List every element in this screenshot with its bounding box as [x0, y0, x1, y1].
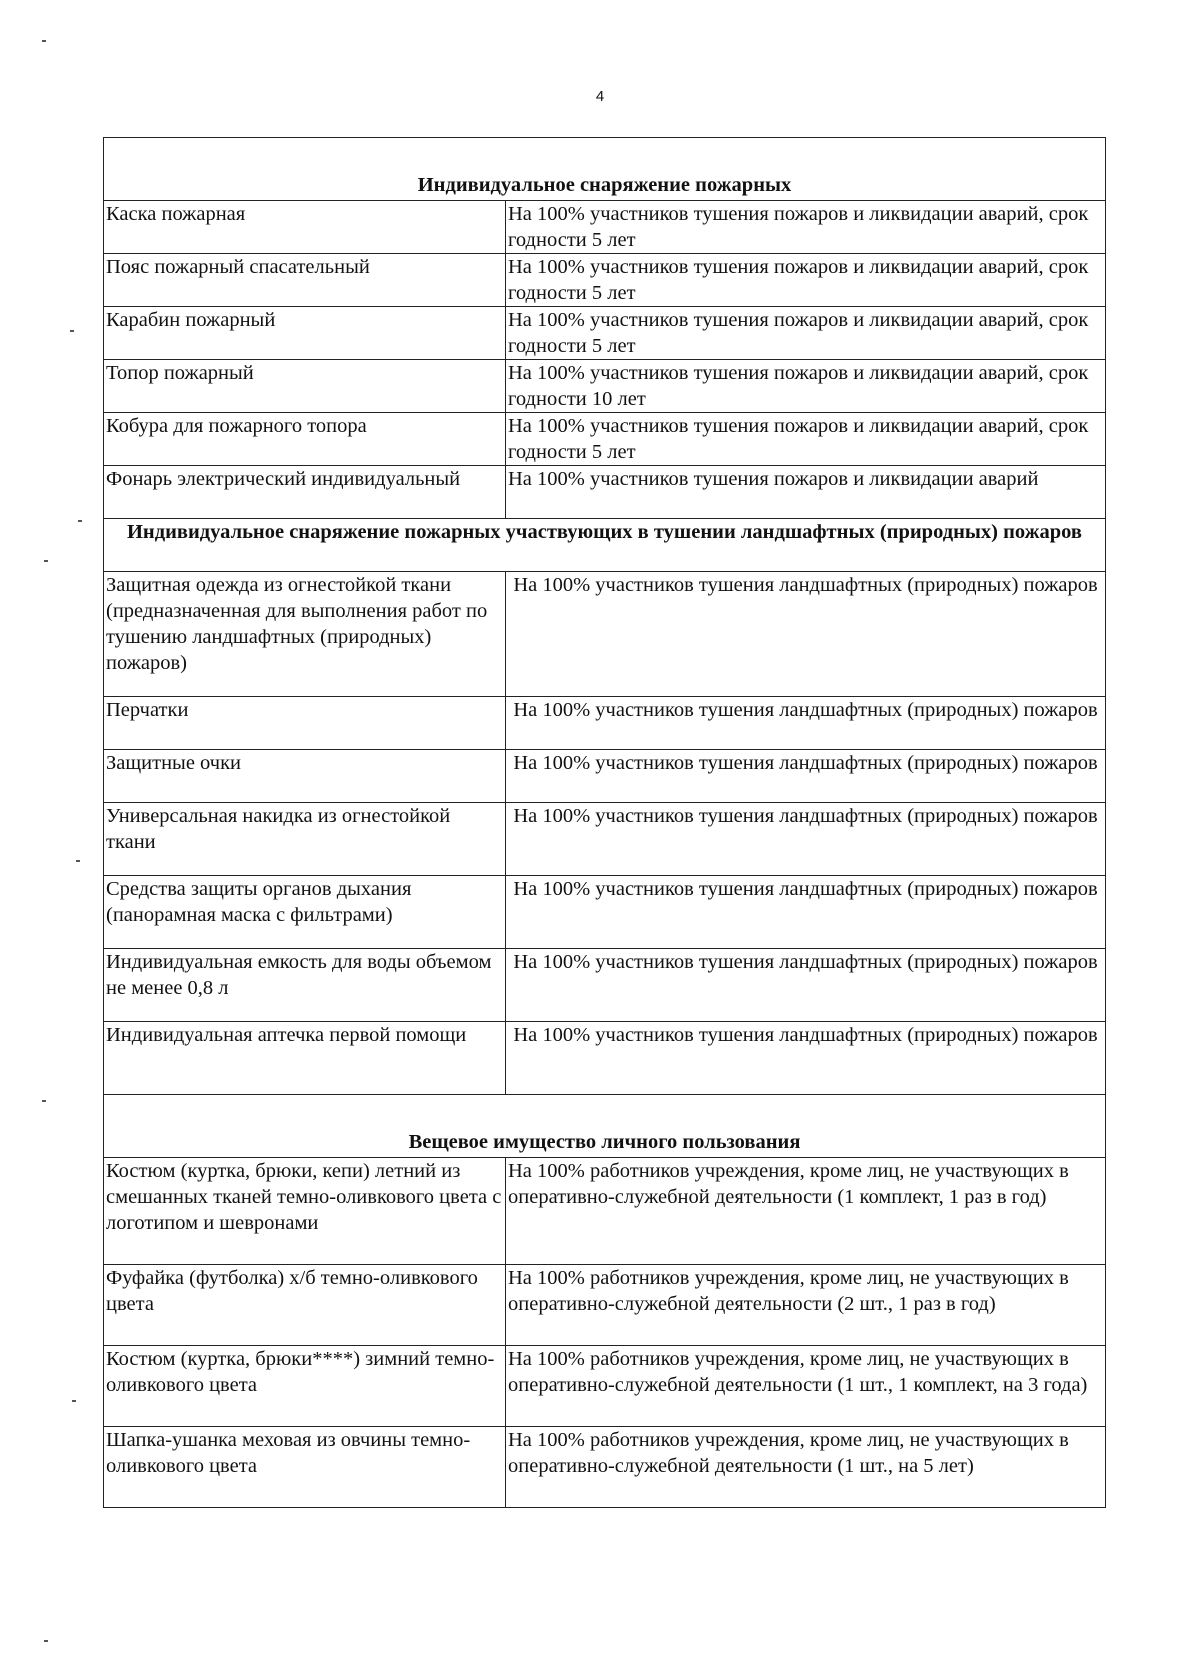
page-number: 4: [595, 88, 605, 105]
scan-speck: [72, 1400, 76, 1402]
scan-speck: [76, 860, 80, 862]
equipment-table: [103, 137, 1106, 1508]
norm-cell: На 100% участников тушения ландшафтных (природных) пожаров: [506, 876, 1106, 949]
scan-speck: [42, 1100, 46, 1102]
item-cell: Костюм (куртка, брюки****) зимний темно-оливкового цвета: [104, 1346, 506, 1427]
table-row: [104, 697, 1106, 750]
table-row: [104, 803, 1106, 876]
norm-cell: На 100% участников тушения пожаров и ликвидации аварий, срок годности 5 лет: [506, 413, 1106, 466]
norm-cell: На 100% участников тушения ландшафтных (природных) пожаров: [506, 697, 1106, 750]
item-cell: Индивидуальная аптечка первой помощи: [104, 1022, 506, 1095]
item-cell: Фонарь электрический индивидуальный: [104, 466, 506, 519]
norm-cell: На 100% участников тушения ландшафтных (природных) пожаров: [506, 750, 1106, 803]
norm-cell: На 100% работников учреждения, кроме лиц, не участвующих в оперативно-служебной деятельности (1 шт., 1 комплект, на 3 года): [506, 1346, 1106, 1427]
scan-speck: [42, 40, 46, 42]
item-cell: Шапка-ушанка меховая из овчины темно-оливкового цвета: [104, 1427, 506, 1508]
scan-speck: [44, 1640, 48, 1642]
norm-cell: На 100% работников учреждения, кроме лиц, не участвующих в оперативно-служебной деятельности (1 комплект, 1 раз в год): [506, 1158, 1106, 1265]
norm-cell: На 100% участников тушения ландшафтных (природных) пожаров: [506, 803, 1106, 876]
item-cell: Каска пожарная: [104, 201, 506, 254]
norm-cell: На 100% участников тушения ландшафтных (природных) пожаров: [506, 949, 1106, 1022]
item-cell: Карабин пожарный: [104, 307, 506, 360]
table-row: [104, 413, 1106, 466]
table-row: [104, 572, 1106, 697]
norm-cell: На 100% работников учреждения, кроме лиц, не участвующих в оперативно-служебной деятельности (1 шт., на 5 лет): [506, 1427, 1106, 1508]
item-cell: Защитные очки: [104, 750, 506, 803]
item-cell: Кобура для пожарного топора: [104, 413, 506, 466]
table-row: [104, 1158, 1106, 1265]
table-row: [104, 1346, 1106, 1427]
table-row: [104, 466, 1106, 519]
table-row: [104, 1265, 1106, 1346]
item-cell: Средства защиты органов дыхания (панорамная маска с фильтрами): [104, 876, 506, 949]
table-row: [104, 1427, 1106, 1508]
item-cell: Костюм (куртка, брюки, кепи) летний из смешанных тканей темно-оливкового цвета с логотипом и шевронами: [104, 1158, 506, 1265]
table-row: [104, 876, 1106, 949]
norm-cell: На 100% участников тушения ландшафтных (природных) пожаров: [506, 1022, 1106, 1095]
item-cell: Топор пожарный: [104, 360, 506, 413]
norm-cell: На 100% участников тушения пожаров и ликвидации аварий, срок годности 5 лет: [506, 201, 1106, 254]
section-title: Индивидуальное снаряжение пожарных участвующих в тушении ландшафтных (природных) пожаров: [104, 519, 1106, 572]
scan-speck: [70, 330, 74, 332]
section-title: Индивидуальное снаряжение пожарных: [104, 138, 1106, 201]
table-row: [104, 254, 1106, 307]
section-title: Вещевое имущество личного пользования: [104, 1095, 1106, 1158]
norm-cell: На 100% участников тушения пожаров и ликвидации аварий, срок годности 5 лет: [506, 254, 1106, 307]
norm-cell: На 100% участников тушения пожаров и ликвидации аварий, срок годности 5 лет: [506, 307, 1106, 360]
item-cell: Пояс пожарный спасательный: [104, 254, 506, 307]
norm-cell: На 100% участников тушения пожаров и ликвидации аварий: [506, 466, 1106, 519]
norm-cell: На 100% работников учреждения, кроме лиц, не участвующих в оперативно-служебной деятельности (2 шт., 1 раз в год): [506, 1265, 1106, 1346]
section-header-wildfire-gear: [104, 519, 1106, 572]
section-header-firefighter-gear: [104, 138, 1106, 201]
section-header-personal-property: [104, 1095, 1106, 1158]
table-row: [104, 201, 1106, 254]
table-row: [104, 949, 1106, 1022]
table-row: [104, 307, 1106, 360]
item-cell: Перчатки: [104, 697, 506, 750]
norm-cell: На 100% участников тушения пожаров и ликвидации аварий, срок годности 10 лет: [506, 360, 1106, 413]
scan-speck: [44, 560, 48, 562]
norm-cell: На 100% участников тушения ландшафтных (природных) пожаров: [506, 572, 1106, 697]
table-row: [104, 1022, 1106, 1095]
item-cell: Защитная одежда из огнестойкой ткани (предназначенная для выполнения работ по тушению ландшафтных (природных) пожаров): [104, 572, 506, 697]
item-cell: Индивидуальная емкость для воды объемом не менее 0,8 л: [104, 949, 506, 1022]
item-cell: Универсальная накидка из огнестойкой ткани: [104, 803, 506, 876]
scan-speck: [78, 520, 82, 522]
table-row: [104, 750, 1106, 803]
table-row: [104, 360, 1106, 413]
item-cell: Фуфайка (футболка) х/б темно-оливкового цвета: [104, 1265, 506, 1346]
